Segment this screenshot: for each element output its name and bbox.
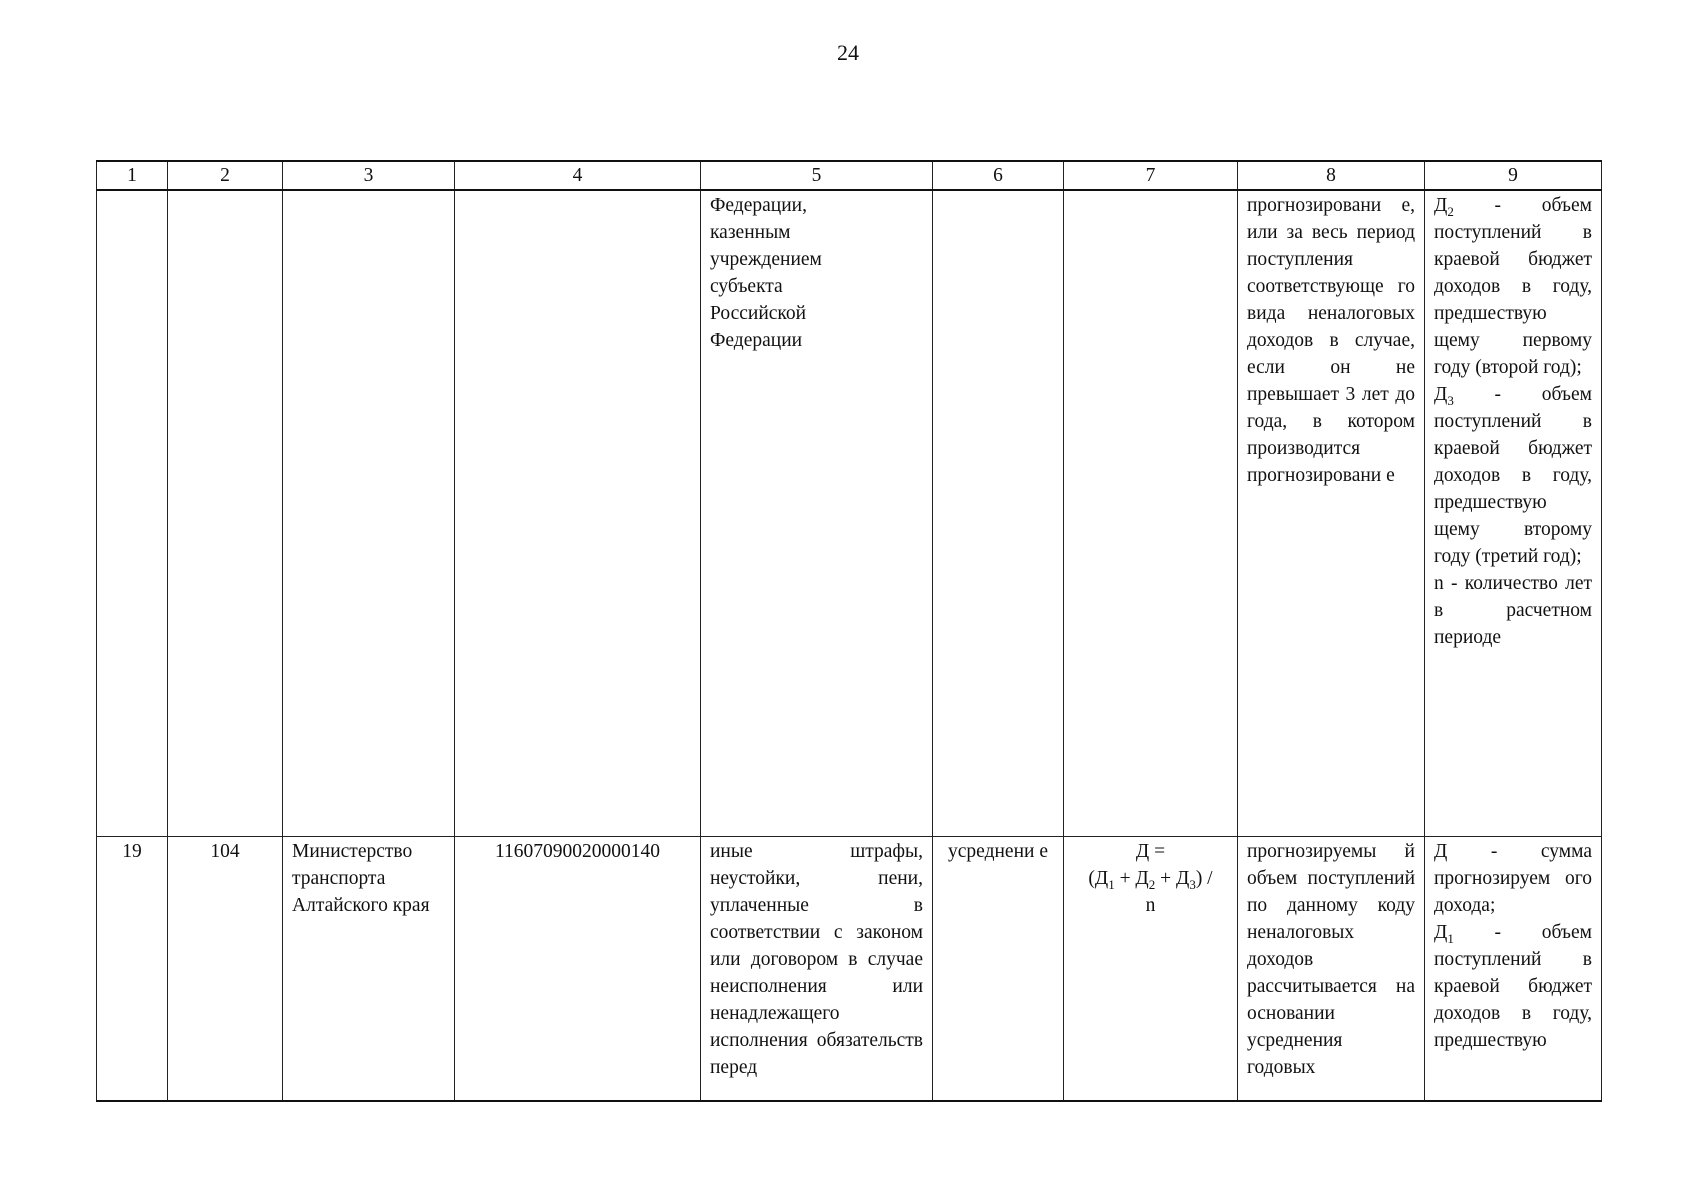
variable-n: n - количество лет в расчетном периоде: [1434, 573, 1592, 648]
column-header-7: 7: [1064, 161, 1238, 190]
cell-method: усреднени е: [933, 837, 1064, 1102]
table-row-continued: [97, 190, 1602, 837]
header-row: [97, 161, 1602, 190]
column-header-3: 3: [283, 161, 455, 190]
cell-empty: [455, 190, 701, 837]
variable-d1: $Д_1$ - объем поступлений в краевой бюджет доходов в году, предшествую: [1434, 922, 1592, 1051]
variable-d: Д - сумма прогнозируем ого дохода;: [1434, 841, 1592, 916]
column-header-4: 4: [455, 161, 701, 190]
variable-d3: $Д_3$ - объем поступлений в краевой бюджет доходов в году, предшествую щему второму году (третий год);: [1434, 384, 1592, 567]
page-number: 24: [837, 40, 859, 65]
cell-payer-continued: Федерации, казенным учреждением субъекта Российской Федерации: [701, 190, 933, 837]
cell-variables-continued: [1425, 190, 1602, 837]
formula-line-1: Д =: [1135, 841, 1166, 862]
revenue-forecast-table: [96, 160, 1602, 1102]
cell-kbk: 11607090020000140: [455, 837, 701, 1102]
cell-variables: [1425, 837, 1602, 1102]
cell-description-continued: прогнозировани е, или за весь период поступления соответствующе го вида неналоговых доходов в случае, если он не превышает 3 лет до года, в котором производится прогнозировани е: [1238, 190, 1425, 837]
column-header-8: 8: [1238, 161, 1425, 190]
cell-empty: [933, 190, 1064, 837]
formula-line-2: $(Д_1 + Д_2 + Д_3)$ /: [1088, 868, 1213, 892]
column-header-9: 9: [1425, 161, 1602, 190]
cell-admin-code: 104: [168, 837, 283, 1102]
cell-formula: [1064, 837, 1238, 1102]
cell-empty: [97, 190, 168, 837]
cell-revenue-name: иные штрафы, неустойки, пени, уплаченные в соответствии с законом или договором в случае неисполнения или ненадлежащего исполнения обязательств перед: [701, 837, 933, 1102]
column-header-5: 5: [701, 161, 933, 190]
cell-empty: [168, 190, 283, 837]
column-header-2: 2: [168, 161, 283, 190]
cell-row-number: 19: [97, 837, 168, 1102]
variable-d2: $Д_2$ - объем поступлений в краевой бюджет доходов в году, предшествую щему первому году (второй год);: [1434, 195, 1592, 378]
cell-empty: [283, 190, 455, 837]
cell-administrator: Министерство транспорта Алтайского края: [283, 837, 455, 1102]
cell-empty: [1064, 190, 1238, 837]
cell-description: прогнозируемы й объем поступлений по данному коду неналоговых доходов рассчитывается на основании усреднения годовых: [1238, 837, 1425, 1102]
column-header-1: 1: [97, 161, 168, 190]
table-row-19: [97, 837, 1602, 1102]
column-header-6: 6: [933, 161, 1064, 190]
formula-line-3: n: [1145, 895, 1156, 916]
